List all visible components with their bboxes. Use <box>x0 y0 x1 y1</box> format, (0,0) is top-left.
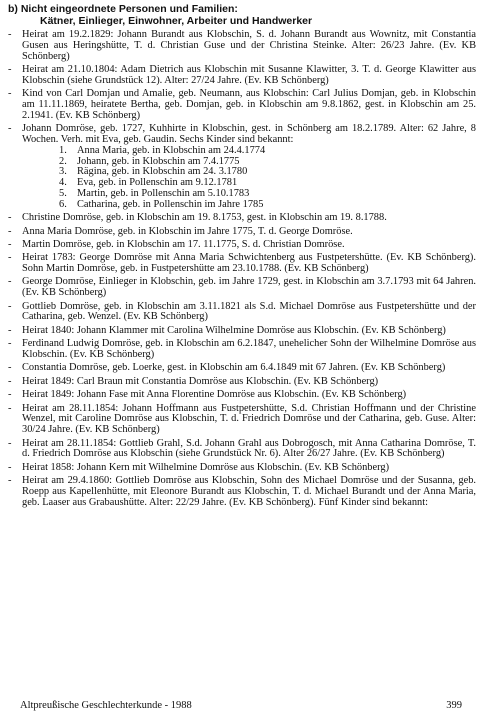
children-list <box>22 146 476 211</box>
child-text: Catharina, geb. in Pollenschin im Jahre 1785 <box>77 198 264 210</box>
entry-heirat-1854-grahl: - Heirat am 28.11.1854: Gottlieb Grahl, S.d. Johann Grahl aus Dobrogosch, mit Anna Catharina Domröse, T. d. Friedrich Domröse aus Klobschin (siehe Grundstück Nr. 6). Alter 26/27 Jahre. (Ev. KB Schönberg) <box>6 439 476 461</box>
entry-heirat-dietrich: - Heirat am 21.10.1804: Adam Dietrich aus Klobschin mit Susanne Klawitter, 3. T. d. George Klawitter aus Klobschin (siehe Grundstück 12). Alter: 27/24 Jahre. (Ev. KB Schönberg) <box>6 65 476 87</box>
entry-heirat-1858-kern: - Heirat 1858: Johann Kern mit Wilhelmine Domröse aus Klobschin. (Ev. KB Schönberg) <box>6 463 476 474</box>
child-number: 6. <box>59 198 67 210</box>
entry-johann-domroese-text: - Johann Domröse, geb. 1727, Kuhhirte in Klobschin, gest. in Schönberg am 18.2.1789. Alter: 62 Jahre, 8 Wochen. Verh. mit Eva, geb. Gaudin. Sechs Kinder sind bekannt: <box>22 123 476 145</box>
entry-george-domroese: - George Domröse, Einlieger in Klobschin, geb. im Jahre 1729, gest. in Klobschin am 3.7.1793 mit 64 Jahren. (Ev. KB Schönberg) <box>6 277 476 299</box>
entry-christine-domroese: - Christine Domröse, geb. in Klobschin am 19. 8.1753, gest. in Klobschin am 19. 8.1788. <box>6 213 476 224</box>
entry-heirat-1849-braun: - Heirat 1849: Carl Braun mit Constantia Domröse aus Klobschin. (Ev. KB Schönberg) <box>6 377 476 388</box>
entry-anna-maria-domroese: - Anna Maria Domröse, geb. in Klobschin im Jahre 1775, T. d. George Domröse. <box>6 227 476 238</box>
child-number: 4. <box>59 177 67 189</box>
entry-heirat-burandt: - Heirat am 19.2.1829: Johann Burandt aus Klobschin, S. d. Johann Burandt aus Wownitz, mit Constantia Gusen aus Heringshütte, T. d. Christian Guse und der Christina Steinke. Alter: 26/23 Jahre. (Ev. KB Schönberg) <box>6 30 476 62</box>
child-number: 3. <box>59 166 67 178</box>
child-number: 5. <box>59 187 67 199</box>
section-subheading: Kätner, Einlieger, Einwohner, Arbeiter und Handwerker <box>40 15 313 27</box>
entry-gottlieb-domroese: - Gottlieb Domröse, geb. in Klobschin am 3.11.1821 als S.d. Michael Domröse aus Fustpetershütte und der Catharina, geb. Wenzel. (Ev. KB Schönberg) <box>6 302 476 324</box>
entry-heirat-1840: - Heirat 1840: Johann Klammer mit Carolina Wilhelmine Domröse aus Klobschin. (Ev. KB Schönberg) <box>6 326 476 337</box>
child-text: Martin, geb. in Pollenschin am 5.10.1783 <box>77 187 250 199</box>
entry-constantia-domroese: - Constantia Domröse, geb. Loerke, gest. in Klobschin am 6.4.1849 mit 67 Jahren. (Ev. KB Schönberg) <box>6 363 476 374</box>
entry-johann-domroese <box>6 124 476 210</box>
entry-martin-domroese: - Martin Domröse, geb. in Klobschin am 17. 11.1775, S. d. Christian Domröse. <box>6 240 476 251</box>
child-text: Rägina, geb. in Klobschin am 24. 3.1780 <box>77 166 248 178</box>
child-text: Anna Maria, geb. in Klobschin am 24.4.1774 <box>77 144 266 156</box>
child-number: 2. <box>59 155 67 167</box>
child-text: Eva, geb. in Pollenschin am 9.12.1781 <box>77 177 238 189</box>
footer-publication: Altpreußische Geschlechterkunde - 1988 <box>20 700 192 711</box>
entry-kind-domjan: - Kind von Carl Domjan und Amalie, geb. Neumann, aus Klobschin: Carl Julius Domjan, geb. in Klobschin am 11.11.1869, heiratete Bertha, geb. Domjan, geb. in Klobschin am 9.8.1862, gest. in Klobschin am 25. 2.1941. (Ev. KB Schönberg) <box>6 89 476 121</box>
child-item <box>59 200 476 211</box>
child-text: Johann, geb. in Klobschin am 7.4.1775 <box>77 155 240 167</box>
entry-heirat-1860-domroese: - Heirat am 29.4.1860: Gottlieb Domröse aus Klobschin, Sohn des Michael Domröse und der Susanna, geb. Roepp aus Kapellenhütte, mit Eleonore Burandt aus Klobschin, T. d. Michael Burandt und der Anna Maria, geb. Laaser aus Grabaushütte. Alter: 22/29 Jahre. (Ev. KB Schönberg). Fünf Kinder sind bekannt: <box>6 476 476 508</box>
entry-heirat-1783: - Heirat 1783: George Domröse mit Anna Maria Schwichtenberg aus Fustpetershütte. (Ev. KB Schönberg). Sohn Martin Domröse, geb. in Fustpetershütte am 23.10.1788. (Ev. KB Schönberg) <box>6 253 476 275</box>
entry-heirat-1854-hoffmann: - Heirat am 28.11.1854: Johann Hoffmann aus Fustpetershütte, S.d. Christian Hoffmann und der Christine Wenzel, mit Caroline Domröse aus Klobschin, T. d. Friedrich Domröse und der Catharina, geb. Guse. Alter: 30/24 Jahre. (Ev. KB Schönberg) <box>6 404 476 436</box>
entry-heirat-1849-fase: - Heirat 1849: Johann Fase mit Anna Florentine Domröse aus Klobschin. (Ev. KB Schönberg) <box>6 390 476 401</box>
entry-list <box>6 30 476 511</box>
page-number: 399 <box>446 700 462 711</box>
section-heading: b) Nicht eingeordnete Personen und Familien: <box>8 3 238 15</box>
entry-ferdinand-domroese: - Ferdinand Ludwig Domröse, geb. in Klobschin am 6.2.1847, unehelicher Sohn der Wilhelmine Domröse aus Klobschin. (Ev. KB Schönberg) <box>6 339 476 361</box>
child-number: 1. <box>59 144 67 156</box>
